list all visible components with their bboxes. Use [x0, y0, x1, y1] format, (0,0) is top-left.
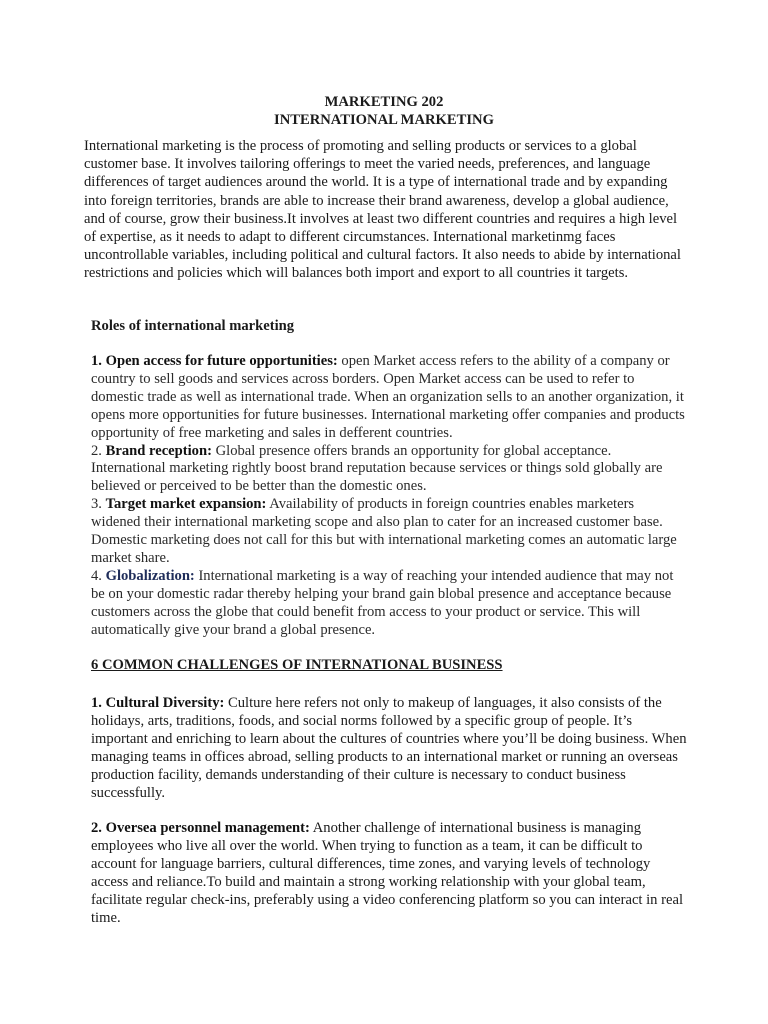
role-item	[91, 496, 687, 568]
challenge-text: Another challenge of international business is managing employees who live all over the world. When trying to function as a team, it can be difficult to account for language barriers, cultural differences, time zones, and varying levels of technology access and reliance.To build and maintain a strong working relationship with your global team, facilitate regular check-ins, preferably using a video conferencing platform so you can interact in real time.	[91, 820, 684, 926]
role-title: Open access for future opportunities:	[105, 353, 338, 369]
role-text: Global presence offers brands an opportunity for global acceptance. International marketing rightly boost brand reputation because services or things sold globally are believed or perceived to be better than the domestic ones.	[91, 442, 663, 495]
role-item	[91, 443, 687, 497]
role-item	[91, 568, 687, 640]
challenge-item	[91, 695, 687, 802]
document-title: INTERNATIONAL MARKETING	[274, 112, 494, 128]
challenge-item	[91, 820, 687, 927]
roles-list	[91, 353, 687, 640]
challenge-text: Culture here refers not only to makeup of languages, it also consists of the holidays, arts, traditions, foods, and social norms followed by a specific group of people. It’s important and enriching to learn about the cultures of countries where you’ll be doing business. When managing teams in offices abroad, selling products to an international market or running an overseas production facility, demands understanding of their culture is necessary to conduct business successfully.	[91, 695, 687, 801]
challenge-title: Cultural Diversity:	[105, 695, 225, 711]
challenges-heading: 6 COMMON CHALLENGES OF INTERNATIONAL BUSINESS	[91, 657, 503, 673]
role-item	[91, 353, 687, 443]
course-title: MARKETING 202	[324, 94, 444, 110]
intro-paragraph: International marketing is the process of promoting and selling products or services to a global customer base. It involves tailoring offerings to meet the varied needs, preferences, and language differences of target audiences around the world. It is a type of international trade and by expanding into foreign territories, brands are able to increase their brand awareness, develop a global audience, and of course, grow their business.It involves at least two different countries and requires a high level of expertise, as it needs to adapt to different circumstances. International marketinmg faces uncontrollable variables, including political and cultural factors. It also needs to abide by international restrictions and policies which will balances both import and export to all countries it targets.	[84, 138, 681, 282]
role-text: Availability of products in foreign countries enables marketers widened their international marketing scope and also plan to cater for an increased customer base. Domestic marketing does not call for this but with international marketing comes an automatic large market share.	[91, 496, 677, 566]
role-title: Globalization:	[105, 567, 195, 584]
challenge-number: 2.	[91, 820, 102, 836]
challenge-number: 1.	[91, 695, 102, 711]
role-number: 4.	[91, 567, 102, 584]
role-title: Brand reception:	[105, 442, 212, 459]
role-number: 3.	[91, 496, 102, 513]
role-title: Target market expansion:	[105, 496, 267, 513]
role-text: International marketing is a way of reaching your intended audience that may not be on your domestic radar thereby helping your brand gain blobal presence and acceptance because customers across the globe that could benefit from access to your product or service. This will automatically give your brand a global presence.	[91, 567, 674, 638]
role-text: open Market access refers to the ability of a company or country to sell goods and services across borders. Open Market access can be used to refer to domestic trade as well as international trade. When an organization sells to an another organization, it opens more opportunities for future businesses. International marketing offer companies and products opportunity of free marketing and sales in defferent countries.	[91, 353, 685, 441]
role-number: 1.	[91, 353, 102, 369]
challenge-title: Oversea personnel management:	[105, 820, 310, 836]
role-number: 2.	[91, 442, 102, 459]
roles-heading: Roles of international marketing	[91, 318, 295, 334]
